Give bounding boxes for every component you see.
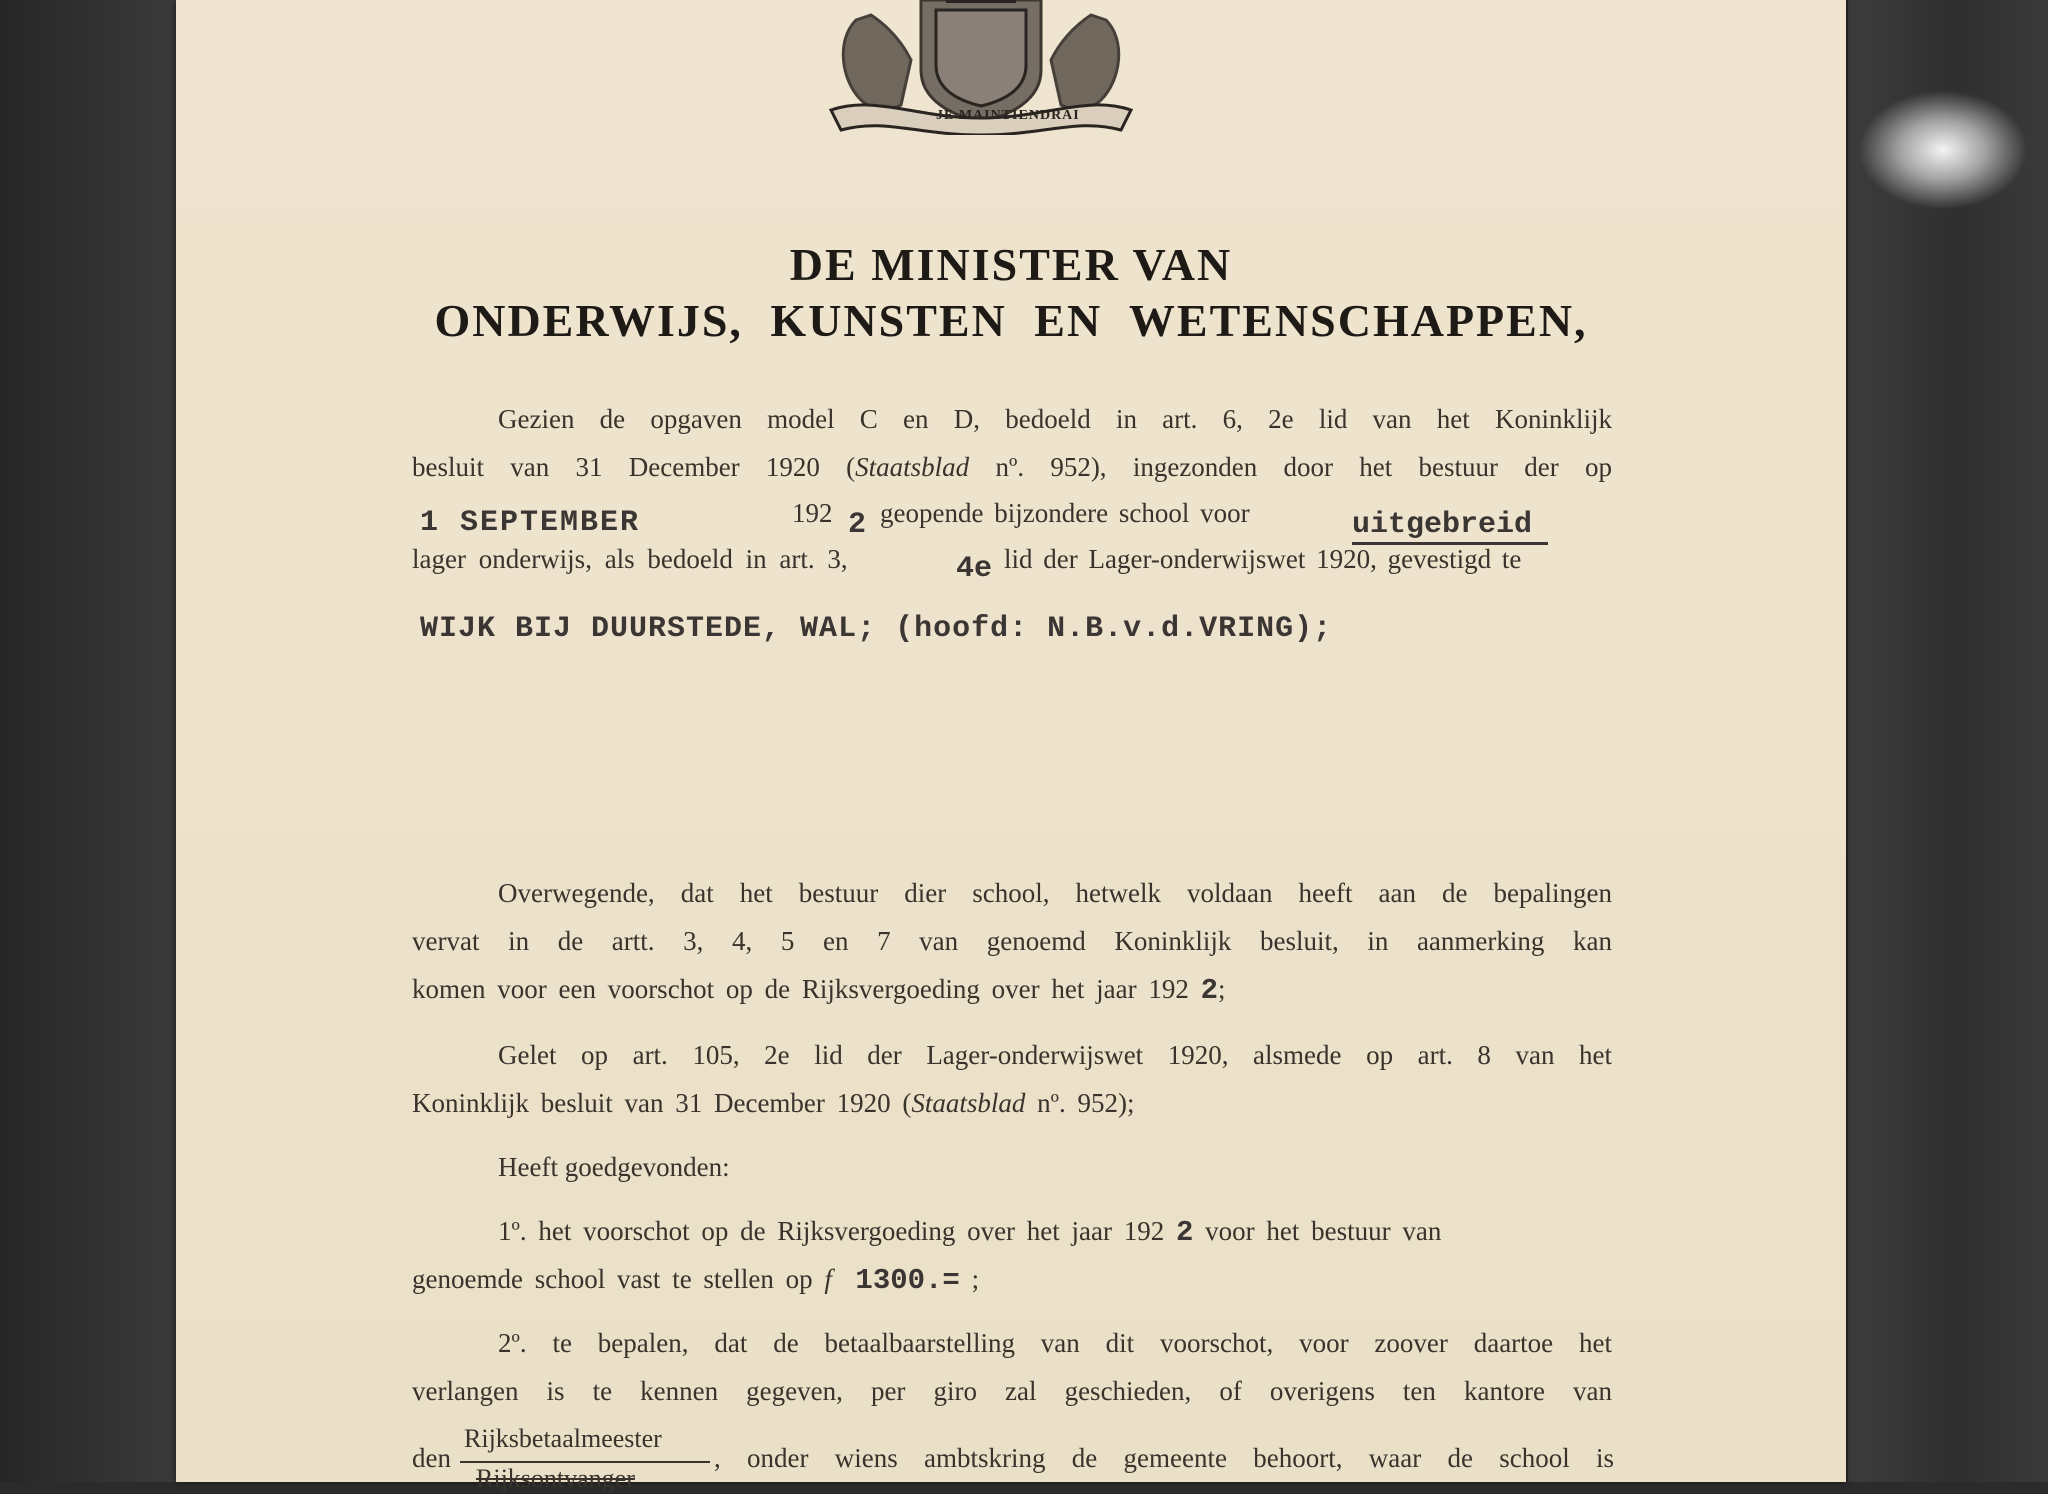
item2-line2: verlangen is te kennen gegeven, per giro zal geschieden, of overigens ten kantore van	[412, 1376, 1612, 1406]
para3-line2-text-b: nº. 952);	[1025, 1088, 1135, 1118]
para1-line2-text-a: besluit van 31 December 1920 (	[412, 452, 856, 482]
year-prefix-1: 192	[792, 498, 833, 528]
typed-date: 1 SEPTEMBER	[420, 506, 641, 540]
florin-symbol: f	[824, 1264, 832, 1294]
para2-line3-text: komen voor een voorschot op de Rijksvergoeding over het jaar 192	[412, 974, 1189, 1004]
title-line-2: ONDERWIJS, KUNSTEN EN WETENSCHAPPEN,	[434, 295, 1588, 346]
item1-line2-text: genoemde school vast te stellen op	[412, 1264, 813, 1294]
item1-line1	[498, 1216, 1612, 1249]
title-line-1: DE MINISTER VAN	[789, 239, 1233, 290]
para1-line2-italic: Staatsblad	[855, 452, 970, 482]
para1-line1: Gezien de opgaven model C en D, bedoeld in art. 6, 2e lid van het Koninklijk	[498, 404, 1612, 434]
para1-line2-text-b: nº. 952), ingezonden door het bestuur der op	[969, 452, 1612, 482]
para1-line2	[412, 452, 1612, 483]
fraction-bar	[460, 1461, 710, 1463]
typed-school-type: uitgebreid	[1352, 508, 1548, 545]
item1-line2	[412, 1264, 1612, 1297]
para3-line2-italic: Staatsblad	[911, 1088, 1026, 1118]
para3-line2-text-a: Koninklijk besluit van 31 December 1920 (	[412, 1088, 912, 1118]
para1-line4-b: lid der Lager-onderwijswet 1920, gevestigd te	[1004, 544, 1522, 574]
para3-line1: Gelet op art. 105, 2e lid der Lager-onderwijswet 1920, alsmede op art. 8 van het	[498, 1040, 1612, 1070]
para1-line3-text: geopende bijzondere school voor	[880, 498, 1250, 528]
background-right	[1848, 0, 2048, 1482]
para4-line1: Heeft goedgevonden:	[498, 1152, 730, 1182]
typed-year-3: 2	[1176, 1216, 1194, 1249]
para2-line3	[412, 974, 1612, 1007]
item1-line2-end: ;	[971, 1264, 980, 1294]
document-page	[176, 0, 1846, 1493]
fraction-top: Rijksbetaalmeester	[464, 1424, 662, 1453]
item1-line1-end: voor het bestuur van	[1205, 1216, 1442, 1246]
typed-year-2: 2	[1200, 974, 1218, 1007]
crest-motto: JE MAINTIENDRAI	[936, 108, 1080, 123]
para2-line3-end: ;	[1217, 974, 1226, 1004]
item2-line1: 2º. te bepalen, dat de betaalbaarstelling van dit voorschot, voor zoover daartoe het	[498, 1328, 1612, 1358]
para2-line1: Overwegende, dat het bestuur dier school, hetwelk voldaan heeft aan de bepalingen	[498, 878, 1612, 908]
light-glare	[1858, 90, 2028, 210]
background-left	[0, 0, 180, 1482]
para3-line2	[412, 1088, 1612, 1119]
typed-lid: 4e	[956, 552, 993, 586]
item2-line3-den: den	[412, 1443, 451, 1473]
item2-line3-text: , onder wiens ambtskring de gemeente behoort, waar de school is	[714, 1443, 1614, 1473]
typed-year-1: 2	[848, 508, 867, 542]
typed-location: WIJK BIJ DUURSTEDE, WAL; (hoofd: N.B.v.d.VRING);	[420, 612, 1333, 646]
para2-line2: vervat in de artt. 3, 4, 5 en 7 van genoemd Koninklijk besluit, in aanmerking kan	[412, 926, 1612, 956]
fraction-bottom-struck: Rijksontvanger	[476, 1464, 635, 1493]
typed-amount: 1300.=	[855, 1264, 960, 1297]
item1-line1-text: 1º. het voorschot op de Rijksvergoeding over het jaar 192	[498, 1216, 1165, 1246]
para1-line4-a: lager onderwijs, als bedoeld in art. 3,	[412, 544, 848, 574]
